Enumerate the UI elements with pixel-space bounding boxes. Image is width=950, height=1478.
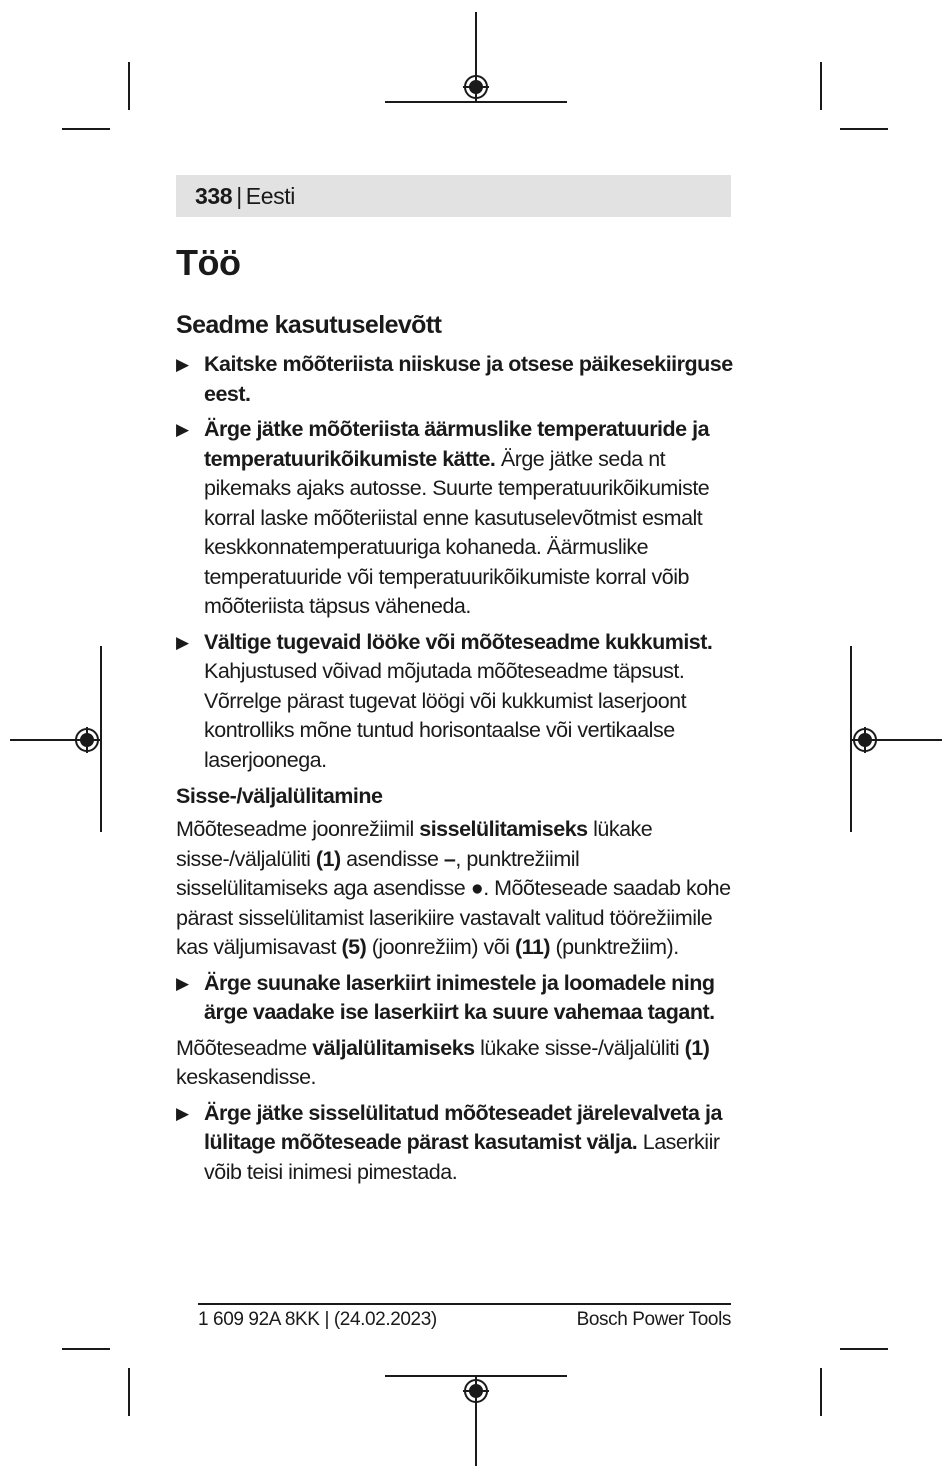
text-run: keskasendisse.: [176, 1065, 316, 1089]
bullet-arrow-icon: ▶: [176, 355, 189, 374]
bullet-bold-text: Vältige tugevaid lööke või mõõteseadme kukkumist.: [204, 629, 713, 654]
bullet-text: Kahjustused võivad mõjutada mõõteseadme täpsust. Võrrelge pärast tugevat löögi või kukkumist laserjoont kontrolliks mõne tuntud horisontaalse või vertikaalse laserjoonega.: [204, 659, 687, 772]
bullet-text: Laserkiir võib teisi inimesi pimestada.: [204, 1130, 720, 1184]
document-id: 1 609 92A 8KK | (24.02.2023): [198, 1309, 437, 1330]
text-run: Mõõteseadme: [176, 1035, 313, 1060]
text-run: asendisse: [340, 846, 444, 871]
bullet-text: Ärge jätke seda nt pikemaks ajaks autosse. Suurte temperatuurikõikumiste korral laske mõõteriistal enne kasutuselevõtmist esmalt keskkonnatemperatuuriga kohaneda. Äärmuslike temperatuuride või temperatuurikõikumiste korral võib mõõteriista täpsus väheneda.: [204, 446, 710, 618]
bullet-arrow-icon: ▶: [176, 632, 189, 652]
section-heading: Seadme kasutuselevõtt: [176, 311, 442, 339]
text-run: . Mõõteseade saadab kohe pärast sisselülitamist laserikiire vastavalt valitud töörežiimile kas väljumisavast: [176, 876, 731, 959]
registration-target-icon: [463, 1378, 489, 1404]
warning-bullet: [176, 1099, 736, 1188]
bullet-arrow-icon: ▶: [176, 973, 189, 993]
crop-mark: [62, 128, 110, 130]
brand-name: Bosch Power Tools: [576, 1309, 731, 1330]
crop-mark: [128, 62, 130, 110]
registration-line: [385, 101, 567, 103]
registration-line: [385, 1375, 567, 1377]
reference-number: (1): [315, 846, 341, 871]
bullet-bold-text: Kaitske mõõteriista niiskuse ja otsese päikesekiirguse eest.: [204, 352, 733, 406]
text-run: , punktrežiimil sisselülitamiseks aga asendisse: [176, 846, 580, 900]
bullet-arrow-icon: ▶: [176, 420, 189, 439]
subsection-heading: Sisse-/väljalülitamine: [176, 784, 383, 808]
crop-mark: [62, 1348, 110, 1350]
reference-number: (11): [514, 935, 550, 959]
page-footer: [198, 1303, 731, 1331]
crop-mark: [820, 62, 822, 110]
reference-number: (5): [341, 935, 367, 959]
bold-run: väljalülitamiseks: [312, 1035, 475, 1060]
bullet-bold-text: Ärge jätke sisselülitatud mõõteseadet järelevalveta ja lülitage mõõteseade pärast kasutamist välja.: [204, 1100, 722, 1154]
registration-target-icon: [74, 727, 100, 753]
warning-bullet: [176, 969, 736, 1028]
crop-mark: [820, 1368, 822, 1416]
line-mode-symbol: –: [443, 846, 456, 871]
page-number: 338: [195, 182, 233, 209]
text-run: (joonrežiim) või: [366, 935, 515, 959]
page-header: [176, 175, 731, 217]
text-run: Mõõteseadme joonrežiimil: [176, 817, 420, 841]
crop-mark: [128, 1368, 130, 1416]
registration-target-icon: [852, 727, 878, 753]
page-content: [176, 238, 736, 1193]
text-run: lükake sisse-/väljalüliti: [474, 1035, 685, 1060]
bullet-bold-text: Ärge jätke mõõteriista äärmuslike temperatuuride ja temperatuurikõikumiste kätte.: [204, 417, 710, 471]
bullet-bold-text: Ärge suunake laserkiirt inimestele ja loomadele ning ärge vaadake ise laserkiirt ka suure vahemaa tagant.: [204, 970, 715, 1024]
switch-off-paragraph: [176, 1034, 736, 1093]
registration-target-icon: [463, 74, 489, 100]
crop-mark: [840, 128, 888, 130]
text-run: (punktrežiim).: [550, 935, 679, 959]
header-separator: |: [236, 182, 242, 209]
point-mode-symbol: ●: [470, 876, 484, 900]
safety-bullet: [176, 415, 736, 622]
bold-run: sisselülitamiseks: [419, 817, 588, 841]
reference-number: (1): [684, 1035, 710, 1060]
safety-bullet: [176, 628, 736, 776]
bullet-arrow-icon: ▶: [176, 1103, 189, 1123]
switch-on-paragraph: [176, 815, 736, 963]
safety-bullet: [176, 350, 736, 409]
crop-mark: [840, 1348, 888, 1350]
header-language: Eesti: [245, 182, 295, 209]
page-title: Töö: [176, 242, 241, 283]
text-run: lükake sisse-/väljalüliti: [176, 817, 653, 871]
